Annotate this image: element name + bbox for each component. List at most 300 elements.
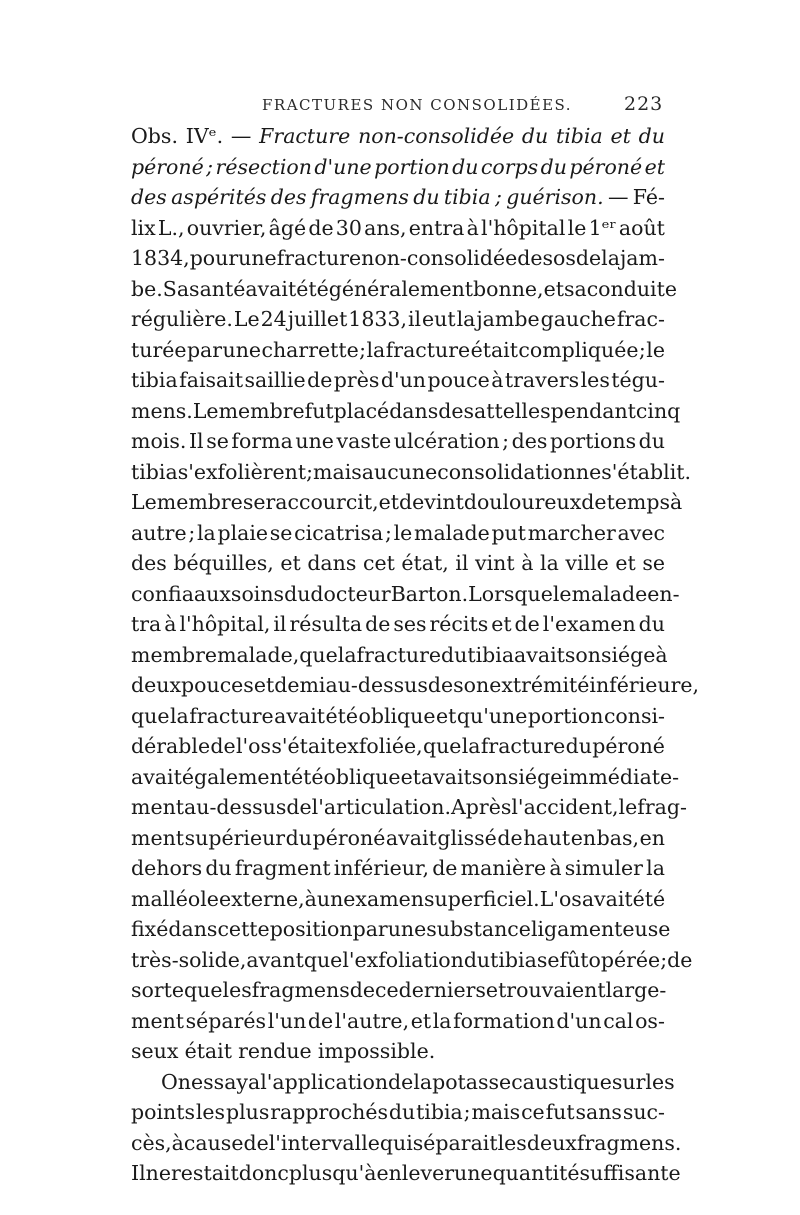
word: à [491, 368, 504, 392]
word: dehors [131, 856, 203, 880]
word: fût [559, 947, 589, 972]
word: oblique [323, 764, 401, 789]
word: l'os [235, 734, 272, 758]
word: s'établit. [601, 459, 692, 484]
word: ans, [364, 215, 407, 240]
word: docteur [310, 581, 391, 606]
word: récits [429, 612, 489, 636]
word: siége [507, 764, 563, 789]
word: attelles [474, 398, 551, 423]
word: il [407, 307, 422, 331]
word: Sa [162, 276, 190, 301]
word: ; [463, 1100, 471, 1124]
word: la [461, 734, 481, 758]
word: la [196, 520, 216, 545]
word: d'un [380, 368, 426, 392]
word: et [280, 551, 301, 575]
word: jambe [476, 307, 540, 331]
word: que [303, 947, 343, 972]
word: Le [131, 490, 157, 514]
text-line [131, 853, 665, 884]
word: membre [131, 642, 218, 667]
word: se [242, 490, 266, 514]
word: et [610, 124, 631, 148]
word: dérable [131, 734, 211, 758]
word: soins [230, 581, 285, 606]
word: raccourcit, [265, 490, 379, 514]
word: 1ᵉʳ [588, 215, 617, 240]
word: en [570, 825, 597, 850]
text-line [131, 121, 665, 152]
word: le [567, 215, 587, 240]
word: août [618, 215, 665, 240]
word: cause [183, 1130, 244, 1155]
word: frag- [637, 795, 687, 819]
word: fragment [234, 856, 331, 880]
word: charrette [261, 337, 359, 362]
text-line [131, 731, 665, 762]
word: des [131, 185, 167, 209]
word: sorte [131, 978, 185, 1002]
word: de [575, 246, 602, 270]
word: tra [131, 612, 162, 636]
word: os [553, 246, 576, 270]
word: de [427, 673, 454, 697]
word: été [296, 276, 329, 301]
word: ; [494, 185, 502, 209]
text-line [131, 487, 683, 518]
word: malade, [217, 642, 300, 667]
text-line [131, 579, 680, 610]
word: turée [131, 337, 187, 362]
word: fracture [276, 246, 362, 270]
word: avait [385, 825, 437, 850]
word: suffisante [579, 1161, 681, 1185]
word: tégu- [611, 368, 665, 392]
word: malléole [131, 886, 219, 911]
word: malade [571, 581, 648, 606]
word: large- [605, 978, 667, 1002]
word: la [646, 856, 665, 880]
word: de [514, 612, 540, 636]
word: confia [131, 581, 194, 606]
word: d'un [556, 1008, 602, 1033]
word: superficiel. [424, 886, 540, 911]
word: qu'une [456, 703, 528, 728]
word: gauche [540, 307, 616, 331]
word: été [632, 886, 666, 911]
word: âgé [268, 215, 307, 240]
word: des [517, 246, 554, 270]
word: rapprochés [270, 1100, 388, 1124]
word: ; [384, 520, 392, 545]
text-line [131, 518, 665, 549]
word: fragmens. [576, 1130, 682, 1155]
word: des [511, 429, 548, 453]
word: très-solide, [131, 947, 247, 972]
word: du [638, 612, 665, 636]
word: qu'à [332, 1161, 377, 1185]
word: mois. [131, 429, 187, 453]
word: en- [647, 581, 680, 606]
text-line [131, 762, 680, 793]
word: pouce [427, 368, 490, 392]
word: était [184, 1039, 232, 1063]
word: par [186, 337, 223, 362]
word: que [131, 703, 170, 728]
word: un [316, 886, 344, 911]
word: avait [514, 642, 565, 667]
word: pour [189, 246, 239, 270]
word: du [540, 154, 567, 179]
word: juillet [287, 307, 348, 331]
word: que [299, 642, 338, 667]
word: ouvrier, [186, 215, 267, 240]
word: deux [526, 1130, 577, 1155]
word: de [308, 215, 334, 240]
word: L'os [539, 886, 582, 911]
word: eut [422, 307, 456, 331]
word: externe, [218, 886, 305, 911]
word: du [638, 124, 665, 148]
word: formation [453, 1008, 555, 1033]
word: membre [156, 490, 243, 514]
word: aux [193, 581, 231, 606]
word: se [642, 551, 665, 575]
word: des [438, 398, 475, 423]
word: la [601, 246, 620, 270]
word: demi [274, 673, 326, 697]
word: de [432, 856, 458, 880]
word: ville [565, 551, 609, 575]
word: à [655, 642, 668, 667]
word: généralement [328, 276, 474, 301]
text-line [131, 792, 687, 823]
text-line [131, 975, 665, 1006]
text-line [131, 1097, 665, 1128]
word: que [422, 734, 462, 758]
word: une [387, 917, 427, 941]
word: son [471, 764, 508, 789]
word: ligamenteuse [530, 917, 671, 941]
word: ce [521, 1100, 545, 1124]
word: fracture [385, 337, 471, 362]
word: vint [475, 551, 515, 575]
word: ulcération [393, 429, 500, 453]
word: de [497, 825, 523, 850]
word: de [349, 978, 376, 1002]
word: une [222, 337, 262, 362]
text-line [131, 457, 692, 488]
word: la [169, 703, 189, 728]
word: — [607, 185, 629, 209]
word: la [432, 1008, 452, 1033]
word: plus [225, 1100, 270, 1124]
word: consi- [603, 703, 665, 728]
word: ; [638, 337, 646, 362]
word: de [388, 1069, 414, 1094]
word: du [205, 856, 232, 880]
word: résection [215, 154, 312, 179]
word: tibia [443, 185, 491, 209]
word: et [400, 764, 421, 789]
word: ; [502, 429, 510, 453]
word: du [388, 1100, 416, 1124]
word: supérieur [184, 825, 286, 850]
word: non-consolidée [358, 124, 515, 148]
word: inférieur, [333, 856, 429, 880]
word: que [184, 978, 223, 1002]
word: potasse [432, 1069, 512, 1094]
word: ; [206, 154, 214, 179]
word: Le [233, 307, 260, 331]
word: bonne, [473, 276, 544, 301]
word: et [491, 612, 512, 636]
word: 1833, [348, 307, 407, 331]
word: jam- [619, 246, 665, 270]
word: à [466, 215, 479, 240]
word: fragmens [251, 978, 350, 1002]
word: également [181, 764, 292, 789]
word: une [454, 1161, 493, 1185]
word: fracture [480, 734, 566, 758]
text-line [131, 243, 665, 274]
word: faisait [179, 368, 244, 392]
word: tibia [131, 368, 178, 392]
word: Barton. [390, 581, 469, 606]
word: l'hôpital [481, 215, 566, 240]
word: — [230, 124, 252, 148]
word: l'hôpital, [179, 612, 271, 636]
word: se [206, 429, 229, 453]
word: pendant [550, 398, 636, 423]
word: tibia [467, 642, 515, 667]
word: résulta [289, 612, 363, 636]
word: l'exfoliation [342, 947, 464, 972]
word: le [393, 520, 413, 545]
word: Il [131, 1161, 146, 1185]
word: était [470, 337, 518, 362]
word: guérison. [506, 185, 604, 209]
word: par [352, 917, 388, 941]
word: opérée; [588, 947, 668, 972]
word: manière [460, 856, 547, 880]
word: du [565, 734, 592, 758]
word: aucune [361, 459, 438, 484]
word: forma [231, 429, 293, 453]
running-head: FRACTURES NON CONSOLIDÉES. [262, 96, 573, 114]
word: glissé [437, 825, 497, 850]
word: du [463, 947, 491, 972]
word: son [453, 673, 490, 697]
text-line [131, 335, 665, 366]
word: cet [362, 551, 395, 575]
word: sa [563, 276, 587, 301]
word: péroné [592, 734, 665, 758]
text-line [131, 548, 665, 579]
word: inférieure, [589, 673, 700, 697]
word: sans [575, 1100, 622, 1124]
word: ses [393, 612, 427, 636]
word: se [475, 978, 499, 1002]
word: les [222, 978, 252, 1002]
word: L., [157, 215, 185, 240]
word: qui [379, 1130, 413, 1155]
word: des [270, 185, 307, 209]
word: temps [606, 490, 671, 514]
word: de [307, 368, 333, 392]
word: et [543, 276, 564, 301]
word: exfoliée, [335, 734, 423, 758]
word: Il [188, 429, 204, 453]
word: ; [359, 337, 367, 362]
word: sur [611, 1069, 646, 1094]
word: à [521, 551, 534, 575]
word: état, [401, 551, 449, 575]
word: portion [527, 703, 604, 728]
word: portion [374, 154, 450, 179]
text-line [131, 426, 665, 457]
word: pouces [181, 673, 254, 697]
word: la [366, 337, 386, 362]
text-line [131, 1158, 681, 1189]
word: à [670, 490, 683, 514]
word: péroné [131, 154, 204, 179]
word: conduite [586, 276, 677, 301]
word: l'examen [542, 612, 636, 636]
word: l'intervalle [268, 1130, 380, 1155]
word: séparés [185, 1008, 267, 1033]
word: cinq [635, 398, 681, 423]
word: compliquée [518, 337, 639, 362]
text-line [131, 1067, 675, 1098]
word: les [580, 368, 610, 392]
text-line [131, 1036, 665, 1067]
body-text [131, 121, 700, 1189]
word: IVᵉ. [185, 124, 224, 148]
word: le [552, 581, 572, 606]
word: le [646, 337, 665, 362]
text-line [131, 396, 681, 427]
word: la [540, 551, 559, 575]
word: séparait [412, 1130, 498, 1155]
word: d'une [314, 154, 372, 179]
word: portions [549, 429, 637, 453]
text-line [131, 945, 693, 976]
word: du [638, 429, 665, 453]
word: aspérités [171, 185, 267, 209]
text-line [131, 213, 665, 244]
word: entra [408, 215, 465, 240]
word: os- [635, 1008, 665, 1033]
word: mens. [131, 398, 193, 423]
word: suc- [622, 1100, 665, 1124]
word: santé [189, 276, 246, 301]
word: tibia [490, 947, 537, 972]
word: haut [523, 825, 571, 850]
word: points [131, 1100, 195, 1124]
word: oblique [358, 703, 436, 728]
word: mais [471, 1100, 521, 1124]
word: donc [238, 1161, 289, 1185]
text-line [131, 365, 665, 396]
word: du [285, 825, 312, 850]
word: caustique [511, 1069, 612, 1094]
text-line [131, 640, 668, 671]
word: 30 [335, 215, 362, 240]
word: bas, [596, 825, 640, 850]
word: be. [131, 276, 163, 301]
word: au-dessus [184, 795, 287, 819]
word: lix [131, 215, 156, 240]
text-line [131, 914, 671, 945]
word: et [615, 551, 636, 575]
word: fracture [189, 703, 274, 728]
word: simuler [564, 856, 643, 880]
word: ment [131, 825, 185, 850]
word: et [410, 1008, 432, 1033]
word: plaie [217, 520, 269, 545]
word: marcher [527, 520, 616, 545]
word: régulière. [131, 307, 233, 331]
word: du [452, 154, 479, 179]
word: fragmens [310, 185, 409, 209]
word: et [436, 703, 457, 728]
word: rendue [238, 1039, 312, 1063]
text-line [131, 182, 665, 213]
word: tibia [556, 124, 603, 148]
word: trouvaient [498, 978, 606, 1002]
word: en [639, 825, 665, 850]
word: mais [313, 459, 362, 484]
word: Le [192, 398, 219, 423]
word: cès, [131, 1130, 172, 1155]
word: des [131, 551, 167, 575]
word: fut [304, 398, 334, 423]
word: se [536, 947, 560, 972]
word: l'application [260, 1069, 389, 1094]
word: autre [131, 520, 187, 545]
word: et [378, 490, 399, 514]
word: Obs. [131, 124, 178, 148]
word: enlever [376, 1161, 455, 1185]
word: de [365, 612, 391, 636]
word: dans [389, 398, 439, 423]
word: à [164, 612, 177, 636]
word: put [491, 520, 527, 545]
text-line [131, 609, 665, 640]
word: les [645, 1069, 675, 1094]
word: saillie [244, 368, 306, 392]
word: ment [131, 795, 185, 819]
word: impossible. [317, 1039, 436, 1063]
word: deux [131, 673, 182, 697]
text-line [131, 823, 665, 854]
word: consolidation [437, 459, 576, 484]
word: avant [246, 947, 304, 972]
word: cal [603, 1008, 634, 1033]
word: de [307, 1008, 334, 1033]
word: dans [168, 917, 218, 941]
word: s'exfolièrent [177, 459, 307, 484]
word: Fracture [259, 124, 351, 148]
word: substance [426, 917, 531, 941]
word: du [413, 185, 440, 209]
word: de [581, 490, 607, 514]
word: de [243, 1130, 269, 1155]
word: Fé- [632, 185, 665, 209]
word: une [238, 246, 277, 270]
